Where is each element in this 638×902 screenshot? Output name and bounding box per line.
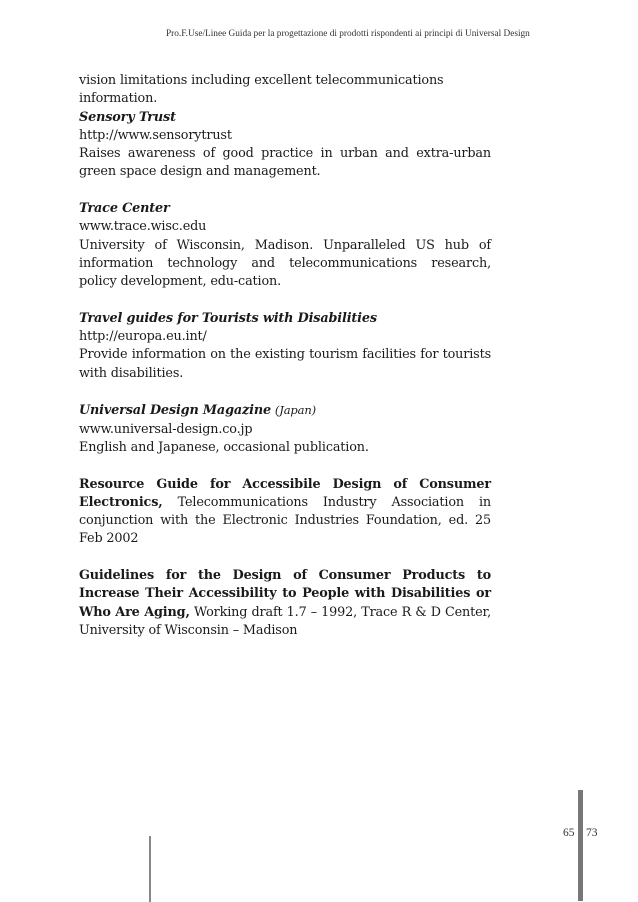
reference-title: Guidelines for the Design of Consumer Products to Increase Their Accessibility to People with Disabilities or Who Are Aging,: [79, 568, 491, 620]
reference-text: [79, 567, 491, 640]
footer-rule-right: [578, 790, 583, 901]
entry-title: Travel guides for Tourists with Disabilities: [79, 310, 377, 326]
reference-title: Resource Guide for Accessibile Design of Consumer Electronics,: [79, 476, 491, 510]
entry-sensory-trust: [79, 109, 491, 182]
entry-description: Raises awareness of good practice in urban and extra-urban green space design and management.: [79, 146, 491, 180]
entry-subtitle: (Japan): [274, 403, 316, 418]
reference-text: [79, 476, 491, 549]
reference-guidelines: [79, 567, 491, 640]
entry-description: English and Japanese, occasional publication.: [79, 439, 369, 455]
entry-title: Universal Design Magazine: [79, 403, 271, 419]
entry-trace-center: [79, 200, 491, 291]
entry-description: University of Wisconsin, Madison. Unparalleled US hub of information technology and telecommunications research, policy development, edu-cation.: [79, 237, 491, 290]
entry-travel-guides: [79, 310, 491, 383]
entry-url[interactable]: www.universal-design.co.jp: [79, 421, 253, 437]
entry-heading: [79, 401, 491, 420]
reference-details: Telecommunications Industry Association in conjunction with the Electronic Industries Foundation, ed. 25 Feb 2002: [79, 494, 492, 547]
entry-universal-design-magazine: [79, 401, 491, 457]
entry-url[interactable]: http://www.sensorytrust: [79, 127, 232, 143]
running-header: Pro.F.Use/Linee Guida per la progettazione di prodotti rispondenti ai principi di Universal Design: [166, 29, 530, 39]
entry-url[interactable]: http://europa.eu.int/: [79, 329, 207, 345]
intro-line: vision limitations including excellent telecommunications information.: [79, 73, 444, 107]
entry-continuation: [79, 72, 491, 109]
page-content: [79, 72, 491, 659]
page-number: 65: [563, 827, 575, 839]
reference-details: Working draft 1.7 – 1992, Trace R & D Center, University of Wisconsin – Madison: [79, 604, 492, 638]
entry-title: Sensory Trust: [79, 109, 176, 125]
entry-url[interactable]: www.trace.wisc.edu: [79, 219, 207, 235]
footer-rule-left: [149, 836, 151, 902]
reference-resource-guide: [79, 476, 491, 549]
total-pages: 73: [586, 827, 598, 839]
entry-description: Provide information on the existing tourism facilities for tourists with disabilities.: [79, 347, 491, 381]
entry-title: Trace Center: [79, 201, 170, 217]
